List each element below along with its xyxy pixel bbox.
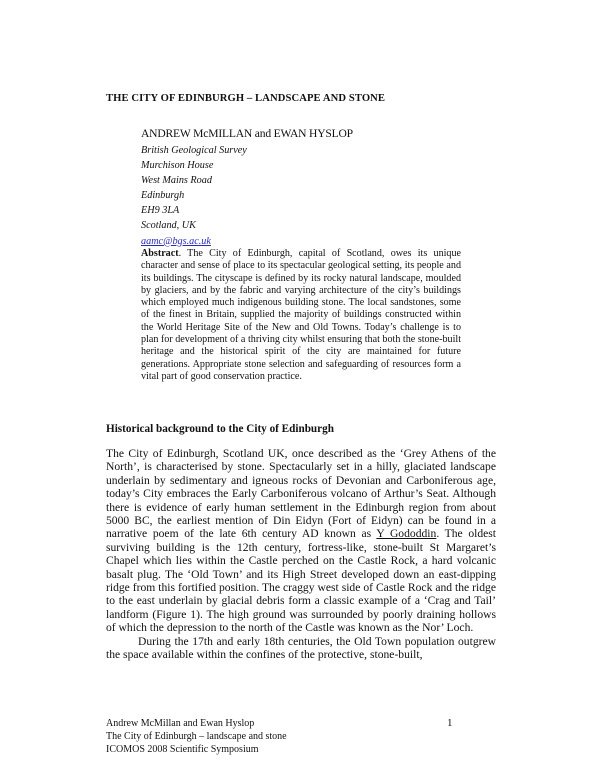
- page-number: 1: [447, 717, 453, 729]
- page-footer: [106, 717, 287, 756]
- paper-title: THE CITY OF EDINBURGH – LANDSCAPE AND STONE: [106, 93, 386, 104]
- body-text-segment: . The oldest surviving building is the 12th century, fortress-like, stone-built St Margaret’s Chapel which lies within the Castle perched on the Castle Rock, a hard volcanic basalt plug. The ‘Old Town’ and its High Street developed down an east-dipping ridge from this fortified position. The craggy west side of Castle Rock and the ridge to the east underlain by glacial debris form a classic example of a ‘Crag and Tail’ landform (Figure 1). The high ground was surrounded by poorly draining hollows of which the depression to the north of the Castle was known as the Nor’ Loch.: [106, 527, 497, 635]
- body-paragraph: [106, 447, 496, 635]
- author-affiliation: [141, 143, 247, 249]
- affiliation-line: Edinburgh: [141, 190, 185, 202]
- body-text-segment: The City of Edinburgh, Scotland UK, once described as the ‘Grey Athens of the North’, is characterised by stone. Spectacularly set in a hilly, glaciated landscape underlain by sedimentary and igneous rocks of Devonian and Carboniferous age, today’s City embraces the Early Carboniferous volcano of Arthur’s Seat. Although there is evidence of early human settlement in the Edinburgh region from about 5000 BC, the earliest mention of Din Eidyn (Fort of Eidyn) can be found in a narrative poem of the late 6th century AD known as: [106, 447, 496, 541]
- abstract: [141, 248, 461, 383]
- footer-line: The City of Edinburgh – landscape and stone: [106, 731, 287, 742]
- body-text: [106, 447, 496, 662]
- author-email-link[interactable]: aamc@bgs.ac.uk: [141, 235, 211, 247]
- affiliation-line: West Mains Road: [141, 175, 212, 187]
- abstract-text: . The City of Edinburgh, capital of Scotland, owes its unique character and sense of place to its spectacular geological setting, its people and its buildings. The cityscape is defined by its rocky natural landscape, moulded by glaciers, and by the fabric and varying architecture of the city’s buildings which employed much indigenous building stone. The local sandstones, some of the finest in Britain, supplied the majority of buildings constructed within the World Heritage Site of the New and Old Towns. Today’s challenge is to plan for development of a thriving city whilst ensuring that both the stone-built heritage and the historical spirit of the city are maintained for future generations. Appropriate stone selection and safeguarding of resources form a vital part of good conservation practice.: [141, 248, 461, 382]
- section-heading: Historical background to the City of Edinburgh: [106, 423, 334, 435]
- footer-line: Andrew McMillan and Ewan Hyslop: [106, 718, 255, 729]
- footer-line: ICOMOS 2008 Scientific Symposium: [106, 744, 259, 755]
- poem-title-reference: Y Gododdin: [376, 527, 437, 541]
- affiliation-line: EH9 3LA: [141, 205, 180, 217]
- affiliation-line: Scotland, UK: [141, 220, 196, 232]
- author-names: ANDREW McMILLAN and EWAN HYSLOP: [141, 127, 353, 140]
- body-paragraph: During the 17th and early 18th centuries, the Old Town population outgrew the space available within the confines of the protective, stone-built,: [106, 634, 496, 662]
- abstract-label: Abstract: [141, 248, 179, 259]
- affiliation-line: British Geological Survey: [141, 145, 247, 156]
- affiliation-line: Murchison House: [141, 160, 214, 172]
